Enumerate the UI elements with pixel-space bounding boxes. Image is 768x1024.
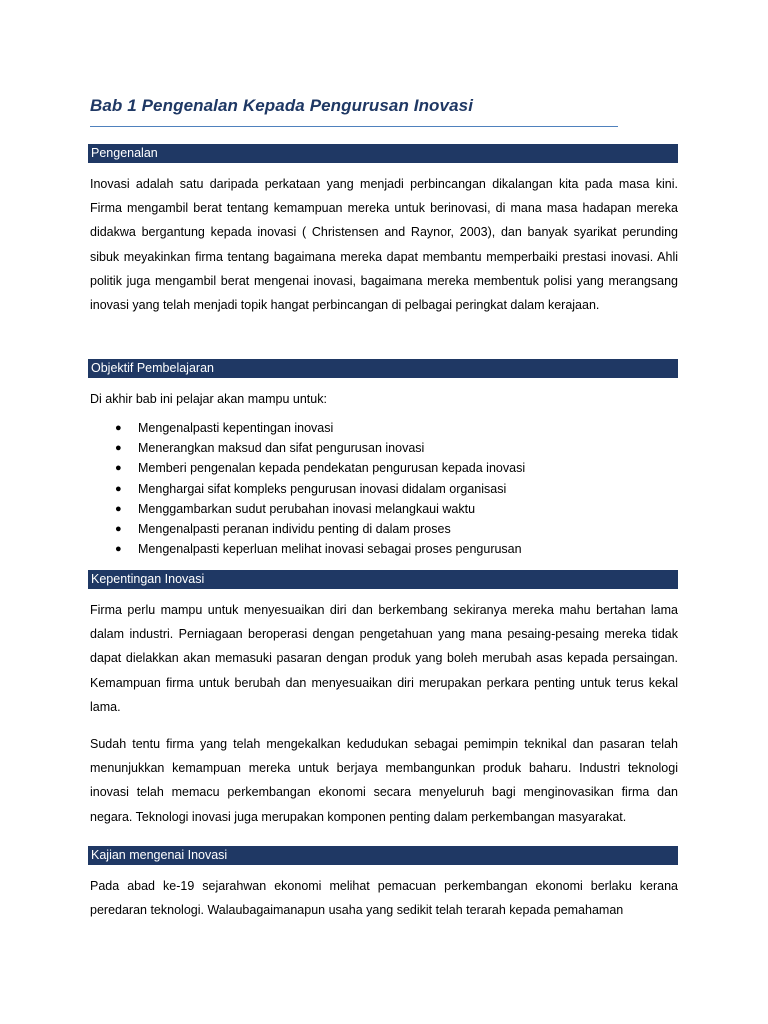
objektif-intro: Di akhir bab ini pelajar akan mampu untuk: [90, 392, 327, 406]
bullet-icon: ● [115, 482, 122, 495]
list-item: ● Menggambarkan sudut perubahan inovasi melangkaui waktu [90, 499, 678, 519]
pengenalan-paragraph: Inovasi adalah satu daripada perkataan yang menjadi perbincangan dikalangan kita pada masa kini. Firma mengambil berat tentang kemampuan mereka untuk berinovasi, di mana masa hadapan mereka didakwa bergantung kepada inovasi ( Christensen and Raynor, 2003), dan banyak syarikat perunding sibuk meyakinkan firma tentang bagaimana mereka dapat membantu memperbaiki prestasi inovasi. Ahli politik juga mengambil berat mengenai inovasi, bagaimana mereka membentuk polisi yang merangsang inovasi yang telah menjadi topik hangat perbincangan di pelbagai peringkat dalam kerajaan. [90, 177, 678, 313]
list-item: ● Mengenalpasti keperluan melihat inovasi sebagai proses pengurusan [90, 539, 678, 559]
bullet-icon: ● [115, 462, 122, 475]
bullet-icon: ● [115, 502, 122, 515]
list-item: ● Memberi pengenalan kepada pendekatan pengurusan kepada inovasi [90, 458, 678, 478]
objektif-bullet-list [90, 418, 678, 559]
bullet-icon: ● [115, 543, 122, 556]
kepentingan-paragraph-2: Sudah tentu firma yang telah mengekalkan kedudukan sebagai pemimpin teknikal dan pasaran telah menunjukkan kemampuan mereka untuk berjaya membangunkan produk baharu. Industri teknologi inovasi telah memacu perkembangan ekonomi secara menyeluruh bagi menginovasikan firma dan negara. Teknologi inovasi juga merupakan komponen penting dalam perkembangan masyarakat. [90, 737, 678, 824]
section-heading-kepentingan: Kepentingan Inovasi [88, 570, 678, 589]
kepentingan-paragraph-1: Firma perlu mampu untuk menyesuaikan diri dan berkembang sekiranya mereka mahu bertahan lama dalam industri. Perniagaan beroperasi dengan pengetahuan yang mana pesaing-pesaing mereka tidak dapat dielakkan akan memasuki pasaran dengan produk yang boleh merubah asas kepada persaingan. Kemampuan firma untuk berubah dan menyesuaikan diri merupakan perkara penting untuk terus kekal lama. [90, 603, 678, 714]
list-item: ● Menghargai sifat kompleks pengurusan inovasi didalam organisasi [90, 479, 678, 499]
bullet-icon: ● [115, 523, 122, 536]
section-heading-kajian: Kajian mengenai Inovasi [88, 846, 678, 865]
list-item: ● Mengenalpasti peranan individu penting di dalam proses [90, 519, 678, 539]
bullet-icon: ● [115, 442, 122, 455]
title-rule [90, 126, 618, 127]
list-item: ● Menerangkan maksud dan sifat pengurusan inovasi [90, 438, 678, 458]
list-item: ● Mengenalpasti kepentingan inovasi [90, 418, 678, 438]
section-heading-objektif: Objektif Pembelajaran [88, 359, 678, 378]
section-heading-pengenalan: Pengenalan [88, 144, 678, 163]
bullet-icon: ● [115, 422, 122, 434]
page-title: Bab 1 Pengenalan Kepada Pengurusan Inovasi [90, 96, 474, 115]
kajian-paragraph: Pada abad ke-19 sejarahwan ekonomi melihat pemacuan perkembangan ekonomi berlaku kerana peredaran teknologi. Walaubagaimanapun usaha yang sedikit telah terarah kepada pemahaman [90, 879, 678, 918]
